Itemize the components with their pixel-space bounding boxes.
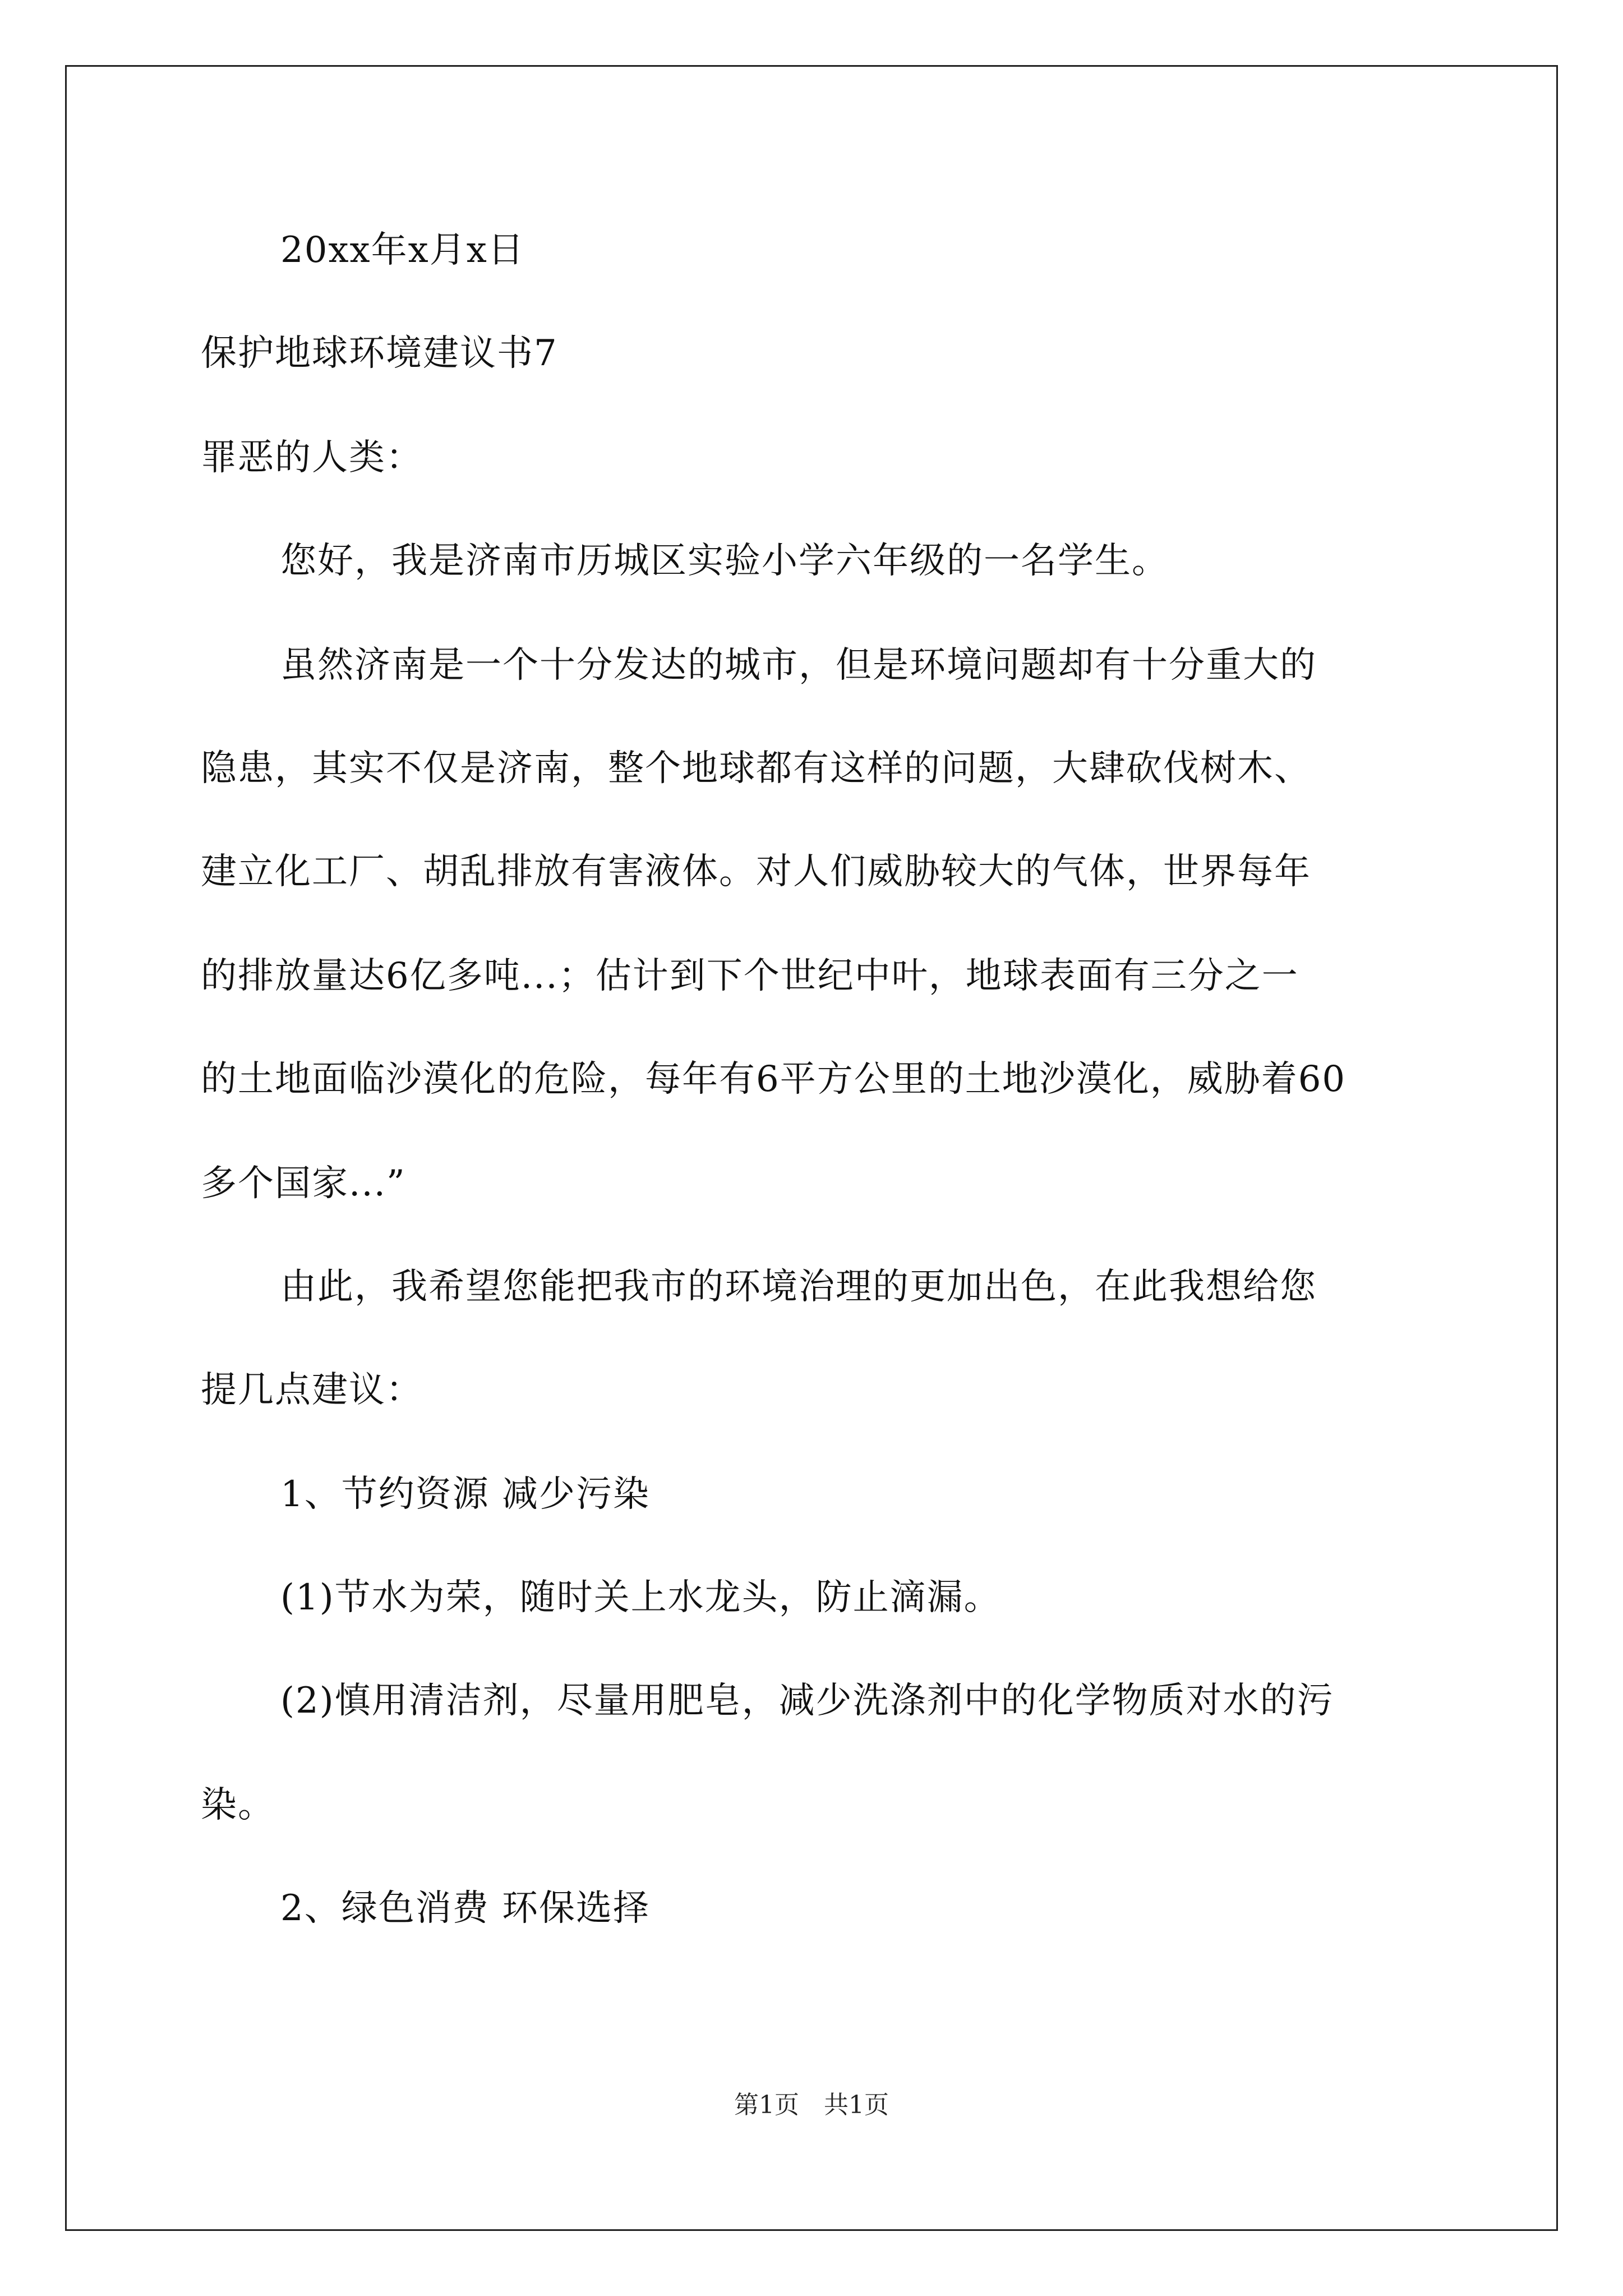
section-heading: 2、绿色消费 环保选择: [280, 1888, 651, 1929]
paragraph-line: 提几点建议：: [201, 1369, 423, 1411]
document-title: 保护地球环境建议书7: [201, 333, 558, 374]
paragraph-line: 建立化工厂、胡乱排放有害液体。对人们威胁较大的气体，世界每年: [201, 851, 1311, 892]
section-heading: 1、节约资源 减少污染: [280, 1474, 651, 1515]
paragraph-line: 的排放量达6亿多吨...；估计到下个世纪中叶，地球表面有三分之一: [201, 955, 1299, 997]
page-footer: 第1页 共1页: [734, 2091, 889, 2119]
paragraph-line: 由此，我希望您能把我市的环境治理的更加出色，在此我想给您: [280, 1266, 1317, 1308]
paragraph-line: 多个国家...”: [201, 1163, 406, 1204]
paragraph-line: 隐患，其实不仅是济南，整个地球都有这样的问题，大肆砍伐树木、: [201, 748, 1311, 789]
list-item: (2)慎用清洁剂，尽量用肥皂，减少洗涤剂中的化学物质对水的污: [280, 1680, 1334, 1722]
date-line: 20xx年x月x日: [280, 229, 525, 271]
paragraph-line: 虽然济南是一个十分发达的城市，但是环境问题却有十分重大的: [280, 645, 1317, 686]
paragraph-line: 的土地面临沙漠化的危险，每年有6平方公里的土地沙漠化，威胁着60: [201, 1059, 1347, 1100]
salutation: 罪恶的人类：: [201, 437, 423, 478]
list-item: (1)节水为荣，随时关上水龙头，防止滴漏。: [280, 1577, 1001, 1618]
list-item-continuation: 染。: [201, 1784, 275, 1826]
paragraph-line: 您好，我是济南市历城区实验小学六年级的一名学生。: [280, 540, 1169, 582]
